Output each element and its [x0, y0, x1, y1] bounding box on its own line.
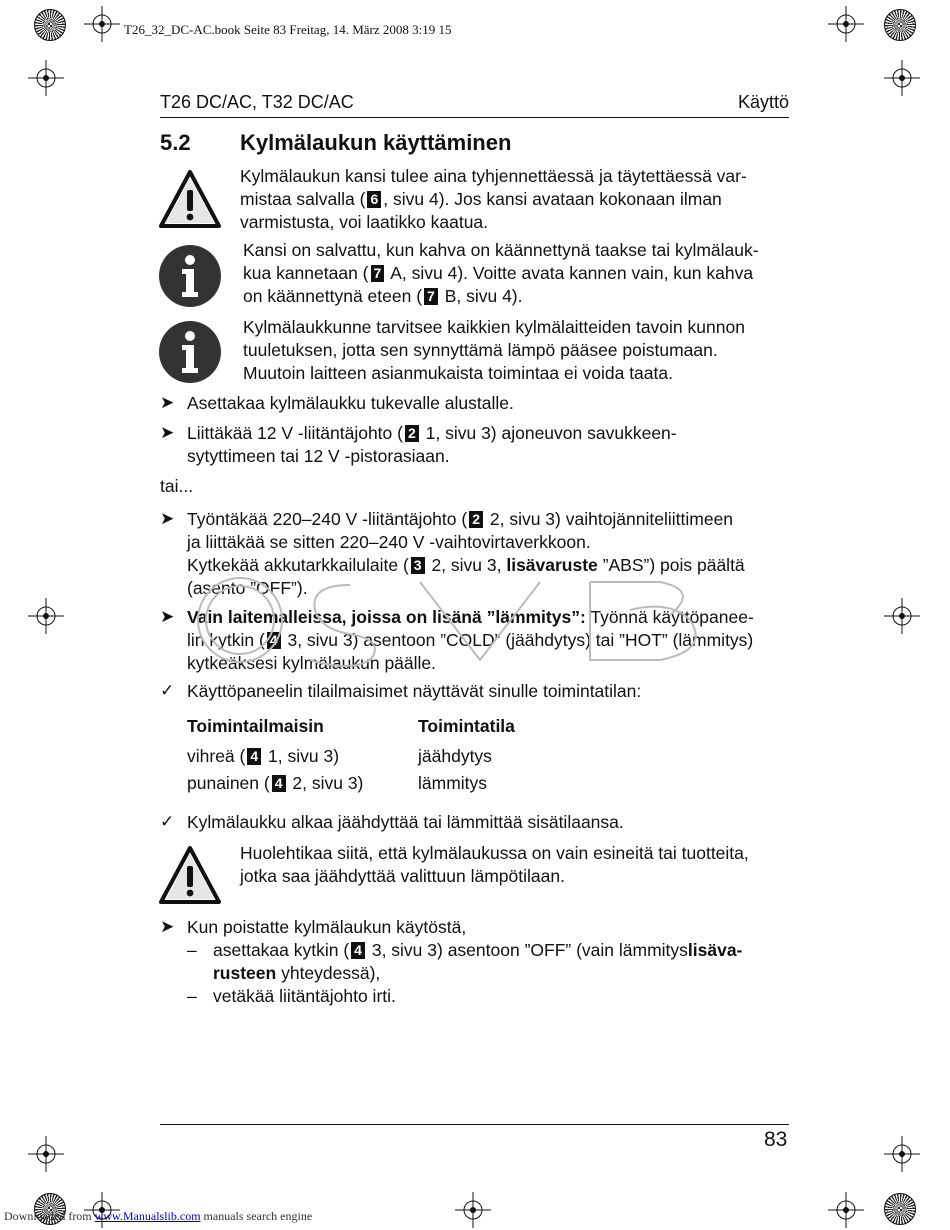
notice-warning-lid	[240, 165, 747, 234]
figure-ref-badge: 3	[411, 557, 425, 574]
header-rule	[160, 117, 789, 118]
step-line: (asento ”OFF”).	[187, 578, 308, 598]
registration-rosette-icon	[34, 9, 66, 41]
download-credit: Downloaded from www.Manualslib.com manuals search engine	[4, 1209, 313, 1223]
step-line: Liittäkää 12 V -liitäntäjohto ( 2 1, sivu 3) ajoneuvon savukkeen-	[187, 423, 677, 443]
manualslib-link[interactable]: www.Manualslib.com	[94, 1209, 201, 1223]
crosshair-mark-icon	[28, 60, 64, 96]
watermark-logo-icon	[190, 560, 790, 680]
step-line: asettakaa kytkin ( 4 3, sivu 3) asentoon ”OFF” (vain lämmityslisäva-	[213, 940, 743, 960]
crosshair-mark-icon	[84, 6, 120, 42]
notice-line: Kansi on salvattu, kun kahva on käännettynä taakse tai kylmälauk-	[243, 240, 759, 260]
notice-warning-contents	[240, 842, 749, 888]
crosshair-mark-icon	[884, 598, 920, 634]
crosshair-mark-icon	[455, 1192, 491, 1228]
step-line: lin kytkin ( 4 3, sivu 3) asentoon ”COLD” (jäähdytys) tai ”HOT” (lämmitys)	[187, 630, 754, 650]
table-header-state: Toimintatila	[418, 716, 515, 736]
figure-ref-badge: 4	[351, 942, 365, 959]
table-row: vihreä ( 4 1, sivu 3)	[187, 746, 340, 766]
step-connect-12v	[187, 422, 677, 468]
table-cell-state: lämmitys	[418, 773, 488, 793]
arrow-bullet-icon: ➤	[160, 423, 175, 442]
registration-rosette-icon	[884, 9, 916, 41]
arrow-bullet-icon: ➤	[160, 917, 175, 936]
notice-line: tuuletuksen, jotta sen synnyttämä lämpö pääsee poistumaan.	[243, 340, 718, 360]
notice-line: Kylmälaukkunne tarvitsee kaikkien kylmälaitteiden tavoin kunnon	[243, 317, 745, 337]
figure-ref-badge: 2	[469, 511, 483, 528]
arrow-bullet-icon: ➤	[160, 393, 175, 412]
result-indicators: Käyttöpaneelin tilailmaisimet näyttävät sinulle toimintatilan:	[187, 681, 642, 701]
figure-ref-badge: 2	[405, 425, 419, 442]
figure-ref-badge: 4	[272, 775, 286, 792]
table-header-indicator: Toimintailmaisin	[187, 716, 324, 736]
dash-bullet: –	[187, 986, 197, 1006]
footer-rule	[160, 1124, 789, 1125]
step-line: ja liittäkää se sitten 220–240 V -vaihtovirtaverkkoon.	[187, 532, 591, 552]
step-line: Vain laitemalleissa, joissa on lisänä ”lämmitys”: Työnnä käyttöpanee-	[187, 607, 754, 627]
crosshair-mark-icon	[884, 60, 920, 96]
notice-line: Muutoin laitteen asianmukaista toimintaa ei voida taata.	[243, 363, 673, 383]
notice-line: Kylmälaukun kansi tulee aina tyhjennettäessä ja täytettäessä var-	[240, 166, 747, 186]
figure-ref-badge: 4	[247, 748, 261, 765]
arrow-bullet-icon: ➤	[160, 607, 175, 626]
result-cooling-starts: Kylmälaukku alkaa jäähdyttää tai lämmittää sisätilaansa.	[187, 812, 624, 832]
notice-line: Huolehtikaa siitä, että kylmälaukussa on vain esineitä tai tuotteita,	[240, 843, 749, 863]
figure-ref-badge: 7	[371, 265, 385, 282]
step-line: Kytkekää akkutarkkailulaite ( 3 2, sivu 3, lisävaruste ”ABS”) pois päältä	[187, 555, 745, 575]
header-model: T26 DC/AC, T32 DC/AC	[160, 92, 354, 112]
crosshair-mark-icon	[28, 598, 64, 634]
step-line: Työntäkää 220–240 V -liitäntäjohto ( 2 2, sivu 3) vaihtojänniteliittimeen	[187, 509, 734, 529]
check-bullet-icon: ✓	[160, 812, 175, 831]
notice-line: varmistusta, voi laatikko kaatua.	[240, 212, 489, 232]
notice-line: kua kannetaan ( 7 A, sivu 4). Voitte avata kannen vain, kun kahva	[243, 263, 754, 283]
warning-icon	[158, 844, 222, 908]
notice-line: mistaa salvalla ( 6 , sivu 4). Jos kansi avataan kokonaan ilman	[240, 189, 722, 209]
warning-icon	[158, 168, 222, 232]
notice-info-latch	[243, 239, 759, 308]
table-cell-state: jäähdytys	[418, 746, 492, 766]
substep-switch-off	[213, 939, 742, 985]
step-line: kytkeäksesi kylmälaukun päälle.	[187, 653, 437, 673]
dash-bullet: –	[187, 940, 197, 960]
page-number: 83	[764, 1128, 788, 1151]
step-place-cooler: Asettakaa kylmälaukku tukevalle alustalle.	[187, 393, 514, 413]
info-icon	[158, 244, 222, 308]
crosshair-mark-icon	[884, 1136, 920, 1172]
crosshair-mark-icon	[828, 1192, 864, 1228]
notice-line: on käännettynä eteen ( 7 B, sivu 4).	[243, 286, 523, 306]
substep-unplug: vetäkää liitäntäjohto irti.	[213, 986, 396, 1006]
step-line: rusteen yhteydessä),	[213, 963, 381, 983]
check-bullet-icon: ✓	[160, 681, 175, 700]
step-line: sytyttimeen tai 12 V -pistorasiaan.	[187, 446, 450, 466]
figure-ref-badge: 4	[267, 632, 281, 649]
header-chapter: Käyttö	[737, 92, 789, 112]
or-text: tai...	[160, 476, 194, 496]
crosshair-mark-icon	[828, 6, 864, 42]
crosshair-mark-icon	[28, 1136, 64, 1172]
section-number: 5.2	[160, 130, 191, 155]
figure-ref-badge: 6	[367, 191, 381, 208]
section-heading	[160, 130, 511, 156]
print-info-line: T26_32_DC-AC.book Seite 83 Freitag, 14. März 2008 3:19 15	[124, 22, 452, 37]
figure-ref-badge: 7	[424, 288, 438, 305]
table-row: punainen ( 4 2, sivu 3)	[187, 773, 364, 793]
notice-info-ventilation	[243, 316, 745, 385]
info-icon	[158, 320, 222, 384]
arrow-bullet-icon: ➤	[160, 509, 175, 528]
step-shutdown: Kun poistatte kylmälaukun käytöstä,	[187, 917, 467, 937]
notice-line: jotka saa jäähdyttää valittuun lämpötilaan.	[240, 866, 565, 886]
section-title: Kylmälaukun käyttäminen	[240, 130, 512, 155]
registration-rosette-icon	[884, 1193, 916, 1225]
